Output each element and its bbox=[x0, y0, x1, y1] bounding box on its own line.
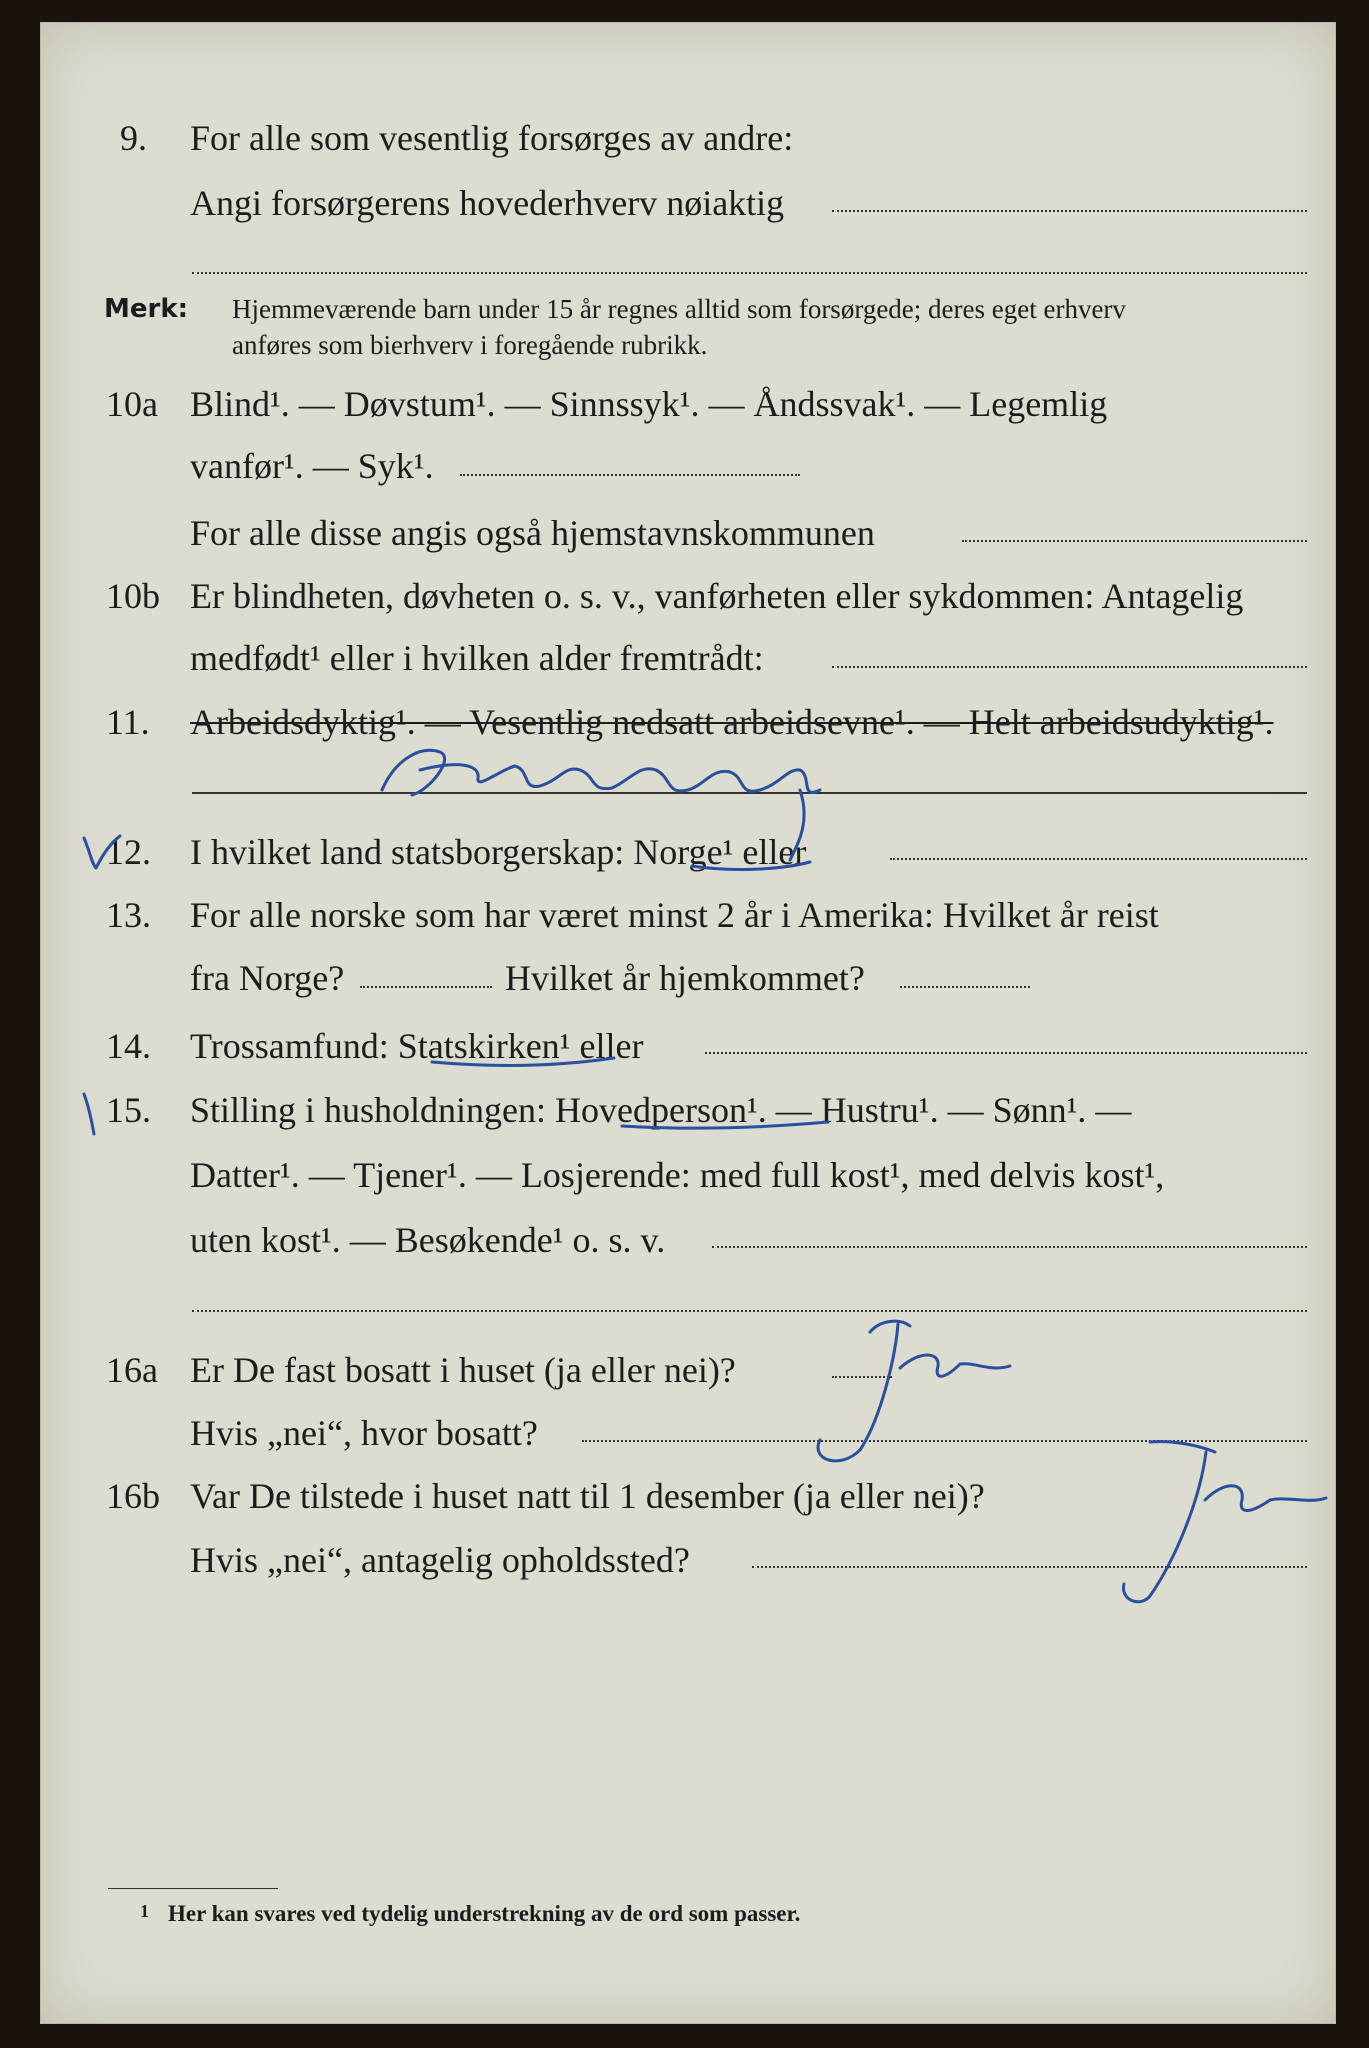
q10a-number: 10a bbox=[106, 384, 158, 424]
q9-answer-line[interactable] bbox=[832, 210, 1307, 212]
merk-line1: Hjemmeværende barn under 15 år regnes alltid som forsørgede; deres eget erhverv bbox=[232, 294, 1126, 324]
q16a-line1: Er De fast bosatt i huset (ja eller nei)? bbox=[190, 1350, 736, 1390]
q12-number: 12. bbox=[106, 832, 151, 872]
q10b-number: 10b bbox=[106, 576, 160, 616]
q16a-answer-line[interactable] bbox=[832, 1376, 892, 1378]
q14-answer-line[interactable] bbox=[705, 1052, 1307, 1054]
q13-hjemkommet-line[interactable] bbox=[900, 986, 1030, 988]
q10a-line2: vanfør¹. — Syk¹. bbox=[190, 446, 434, 486]
footnote-mark: 1 bbox=[140, 1901, 149, 1921]
q10a-line1: Blind¹. — Døvstum¹. — Sinnssyk¹. — Åndssvak¹. — Legemlig bbox=[190, 384, 1108, 424]
q10b-line2: medfødt¹ eller i hvilken alder fremtrådt: bbox=[190, 638, 764, 678]
q12-line1: I hvilket land statsborgerskap: Norge¹ eller bbox=[190, 832, 807, 872]
q16a-bosatt-line[interactable] bbox=[582, 1440, 1307, 1442]
q10a-line3: For alle disse angis også hjemstavnskommunen bbox=[190, 513, 875, 553]
q13-number: 13. bbox=[106, 895, 151, 935]
q13-reist-line[interactable] bbox=[360, 986, 492, 988]
q15-number: 15. bbox=[106, 1090, 151, 1130]
q15-answer-line-2[interactable] bbox=[192, 1310, 1307, 1312]
q11-line1: Arbeidsdyktig¹. — Vesentlig nedsatt arbeidsevne¹. — Helt arbeidsudyktig¹. bbox=[190, 702, 1274, 742]
q10a-answer-line[interactable] bbox=[460, 474, 800, 476]
q14-line1: Trossamfund: Statskirken¹ eller bbox=[190, 1026, 644, 1066]
merk-line2: anføres som bierhverv i foregående rubrikk. bbox=[232, 330, 708, 360]
merk-label: Merk: bbox=[104, 294, 189, 324]
footnote-text: Her kan svares ved tydelig understrekning av de ord som passer. bbox=[168, 1901, 801, 1926]
q9-line1: For alle som vesentlig forsørges av andre: bbox=[190, 118, 794, 158]
q10b-line1: Er blindheten, døvheten o. s. v., vanførheten eller sykdommen: Antagelig bbox=[190, 576, 1244, 616]
footnote-rule bbox=[108, 1888, 278, 1889]
q15-line3: uten kost¹. — Besøkende¹ o. s. v. bbox=[190, 1220, 666, 1260]
q9-number: 9. bbox=[120, 118, 147, 158]
q13-line1: For alle norske som har været minst 2 år i Amerika: Hvilket år reist bbox=[190, 895, 1159, 935]
q11-number: 11. bbox=[106, 702, 150, 742]
q16b-number: 16b bbox=[106, 1476, 160, 1516]
q15-answer-line[interactable] bbox=[712, 1246, 1307, 1248]
q16a-line2: Hvis „nei“, hvor bosatt? bbox=[190, 1413, 538, 1453]
q10b-answer-line[interactable] bbox=[832, 666, 1307, 668]
q12-answer-line[interactable] bbox=[890, 858, 1307, 860]
q14-number: 14. bbox=[106, 1026, 151, 1066]
q16b-opholdssted-line[interactable] bbox=[752, 1566, 1307, 1568]
q13-line2a: fra Norge? bbox=[190, 958, 345, 998]
q16b-line1: Var De tilstede i huset natt til 1 desember (ja eller nei)? bbox=[190, 1476, 985, 1516]
q15-line1: Stilling i husholdningen: Hovedperson¹. — Hustru¹. — Sønn¹. — bbox=[190, 1090, 1132, 1130]
q16b-line2: Hvis „nei“, antagelig opholdssted? bbox=[190, 1540, 690, 1580]
q10a-kommune-line[interactable] bbox=[962, 540, 1307, 542]
q13-line2b: Hvilket år hjemkommet? bbox=[505, 958, 865, 998]
q16a-number: 16a bbox=[106, 1350, 158, 1390]
q9-line2: Angi forsørgerens hovederhverv nøiaktig bbox=[190, 183, 785, 223]
q11-answer-line[interactable] bbox=[192, 792, 1307, 794]
q15-line2: Datter¹. — Tjener¹. — Losjerende: med full kost¹, med delvis kost¹, bbox=[190, 1155, 1165, 1195]
q9-answer-line-2[interactable] bbox=[192, 272, 1307, 274]
